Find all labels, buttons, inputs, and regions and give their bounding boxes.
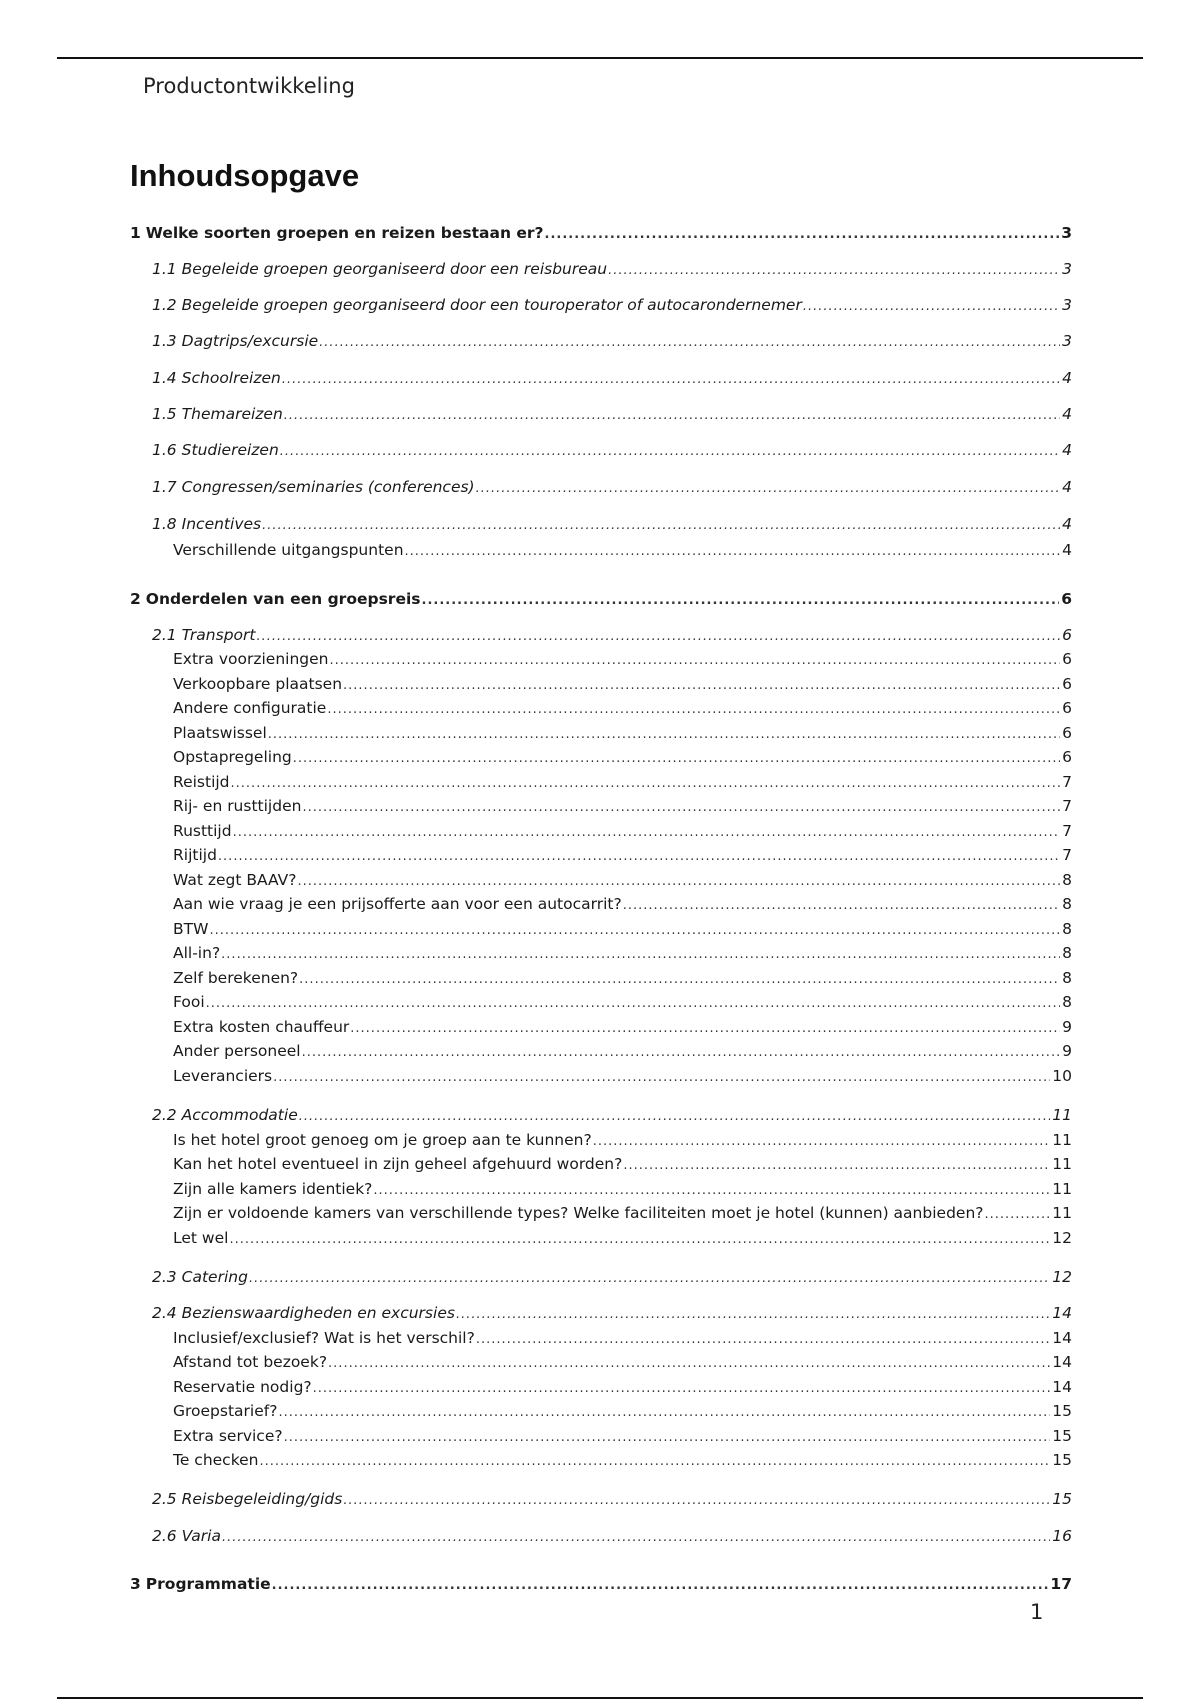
toc-entry-number: 2.2 xyxy=(152,1106,177,1124)
toc-entry-page: 4 xyxy=(1062,515,1072,533)
dot-leader xyxy=(422,590,1060,612)
toc-entry-label: Transport xyxy=(181,626,256,644)
toc-entry-label: Wat zegt BAAV? xyxy=(173,871,297,889)
toc-entry-page: 8 xyxy=(1062,920,1072,938)
toc-entry[interactable] xyxy=(130,1376,1072,1398)
toc-entry-label: All-in? xyxy=(173,944,221,962)
toc-entry-page: 4 xyxy=(1062,541,1072,559)
dot-leader xyxy=(319,332,1060,354)
toc-entry-label: Verschillende uitgangspunten xyxy=(173,541,404,559)
toc-entry[interactable] xyxy=(130,539,1072,561)
toc-entry-label: Groepstarief? xyxy=(173,1402,278,1420)
toc-entry-page: 4 xyxy=(1062,405,1072,423)
dot-leader xyxy=(231,773,1061,795)
dot-leader xyxy=(256,626,1060,648)
toc-entry[interactable] xyxy=(130,513,1072,535)
toc-entry-number: 1.5 xyxy=(152,405,177,423)
dot-leader xyxy=(218,846,1060,868)
toc-entry[interactable] xyxy=(130,1573,1072,1595)
toc-entry-page: 14 xyxy=(1052,1304,1072,1322)
running-header: Productontwikkeling xyxy=(143,74,355,98)
toc-entry[interactable] xyxy=(130,1227,1072,1249)
toc-entry-label: Zijn er voldoende kamers van verschillende types? Welke faciliteiten moet je hotel (kunnen) aanbieden? xyxy=(173,1204,984,1222)
dot-leader xyxy=(280,441,1060,463)
toc-entry-label: Reistijd xyxy=(173,773,230,791)
toc-entry-page: 6 xyxy=(1062,699,1072,717)
toc-entry[interactable] xyxy=(130,1202,1072,1224)
toc-entry[interactable] xyxy=(130,844,1072,866)
toc-entry-page: 4 xyxy=(1062,478,1072,496)
toc-entry-page: 6 xyxy=(1062,626,1072,644)
toc-entry-label: Onderdelen van een groepsreis xyxy=(145,590,421,608)
toc-entry-page: 4 xyxy=(1062,369,1072,387)
toc-entry[interactable] xyxy=(130,1488,1072,1510)
toc-entry-number: 2 xyxy=(130,590,141,608)
toc-entry-page: 6 xyxy=(1062,748,1072,766)
toc-entry-label: Studiereizen xyxy=(181,441,279,459)
dot-leader xyxy=(545,224,1060,246)
toc-entry[interactable] xyxy=(130,403,1072,425)
toc-entry[interactable] xyxy=(130,795,1072,817)
toc-entry-label: Bezienswaardigheden en excursies xyxy=(181,1304,455,1322)
dot-leader xyxy=(299,1106,1051,1128)
toc-entry-page: 15 xyxy=(1052,1402,1072,1420)
toc-entry-label: Catering xyxy=(181,1268,248,1286)
toc-entry[interactable] xyxy=(130,820,1072,842)
toc-entry-label: Zijn alle kamers identiek? xyxy=(173,1180,373,1198)
toc-entry[interactable] xyxy=(130,222,1072,244)
header-rule xyxy=(57,57,1143,59)
toc-entry[interactable] xyxy=(130,1302,1072,1324)
dot-leader xyxy=(476,478,1061,500)
dot-leader xyxy=(262,515,1060,537)
toc-entry-label: Programmatie xyxy=(145,1575,271,1593)
toc-entry-page: 3 xyxy=(1062,332,1072,350)
toc-entry-label: Verkoopbare plaatsen xyxy=(173,675,343,693)
toc-entry[interactable] xyxy=(130,1129,1072,1151)
dot-leader xyxy=(328,1353,1050,1375)
toc-entry[interactable] xyxy=(130,722,1072,744)
toc-entry-page: 8 xyxy=(1062,944,1072,962)
dot-leader xyxy=(249,1268,1050,1290)
toc-entry[interactable] xyxy=(130,746,1072,768)
toc-entry-page: 6 xyxy=(1061,590,1072,608)
toc-entry-page: 11 xyxy=(1052,1155,1072,1173)
toc-entry[interactable] xyxy=(130,1351,1072,1373)
toc-entry-label: Extra voorzieningen xyxy=(173,650,329,668)
toc-entry-page: 11 xyxy=(1052,1180,1072,1198)
toc-entry-page: 14 xyxy=(1052,1329,1072,1347)
toc-entry[interactable] xyxy=(130,1178,1072,1200)
toc-entry[interactable] xyxy=(130,967,1072,989)
toc-entry-page: 9 xyxy=(1062,1018,1072,1036)
dot-leader xyxy=(282,369,1060,391)
dot-leader xyxy=(297,871,1060,893)
toc-entry-page: 4 xyxy=(1062,441,1072,459)
toc-entry[interactable] xyxy=(130,918,1072,940)
toc-entry-number: 3 xyxy=(130,1575,141,1593)
toc-entry[interactable] xyxy=(130,1425,1072,1447)
toc-entry-number: 2.5 xyxy=(152,1490,177,1508)
toc-entry-page: 3 xyxy=(1061,224,1072,242)
toc-entry-page: 15 xyxy=(1052,1427,1072,1445)
toc-entry-number: 1.4 xyxy=(152,369,177,387)
dot-leader xyxy=(302,797,1060,819)
dot-leader xyxy=(293,748,1060,770)
toc-entry[interactable] xyxy=(130,869,1072,891)
toc-entry[interactable] xyxy=(130,1449,1072,1471)
toc-entry-label: Kan het hotel eventueel in zijn geheel afgehuurd worden? xyxy=(173,1155,623,1173)
dot-leader xyxy=(260,1451,1051,1473)
dot-leader xyxy=(373,1180,1050,1202)
toc-entry-page: 7 xyxy=(1062,797,1072,815)
toc-entry-page: 6 xyxy=(1062,650,1072,668)
toc-entry-number: 2.6 xyxy=(152,1527,177,1545)
toc-entry-page: 11 xyxy=(1052,1204,1072,1222)
dot-leader xyxy=(593,1131,1051,1153)
toc-entry-label: Extra kosten chauffeur xyxy=(173,1018,350,1036)
toc-entry-number: 2.4 xyxy=(152,1304,177,1322)
toc-entry[interactable] xyxy=(130,258,1072,280)
toc-entry-page: 9 xyxy=(1062,1042,1072,1060)
toc-entry[interactable] xyxy=(130,648,1072,670)
page-number: 1 xyxy=(1030,1600,1044,1624)
dot-leader xyxy=(985,1204,1051,1226)
dot-leader xyxy=(284,405,1060,427)
toc-entry-page: 6 xyxy=(1062,724,1072,742)
toc-entry[interactable] xyxy=(130,588,1072,610)
toc-entry-page: 8 xyxy=(1062,993,1072,1011)
toc-entry-page: 10 xyxy=(1052,1067,1072,1085)
toc-entry-page: 3 xyxy=(1062,260,1072,278)
toc-entry-label: Aan wie vraag je een prijsofferte aan voor een autocarrit? xyxy=(173,895,622,913)
toc-entry[interactable] xyxy=(130,1153,1072,1175)
toc-entry-page: 8 xyxy=(1062,871,1072,889)
toc-entry[interactable] xyxy=(130,697,1072,719)
dot-leader xyxy=(476,1329,1050,1351)
dot-leader xyxy=(350,1018,1060,1040)
toc-entry[interactable] xyxy=(130,1016,1072,1038)
dot-leader xyxy=(623,1155,1050,1177)
toc-entry[interactable] xyxy=(130,1104,1072,1126)
dot-leader xyxy=(229,1229,1050,1251)
dot-leader xyxy=(268,724,1060,746)
toc-entry-label: Inclusief/exclusief? Wat is het verschil? xyxy=(173,1329,475,1347)
toc-entry-label: Rusttijd xyxy=(173,822,232,840)
toc-entry-label: Welke soorten groepen en reizen bestaan er? xyxy=(145,224,544,242)
dot-leader xyxy=(343,1490,1050,1512)
toc-entry-page: 15 xyxy=(1052,1451,1072,1469)
toc-entry-label: BTW xyxy=(173,920,209,938)
toc-entry[interactable] xyxy=(130,330,1072,352)
toc-entry-label: Te checken xyxy=(173,1451,259,1469)
toc-entry-page: 15 xyxy=(1052,1490,1072,1508)
toc-entry-label: Congressen/seminaries (conferences) xyxy=(181,478,475,496)
dot-leader xyxy=(299,969,1060,991)
toc-entry-label: Leveranciers xyxy=(173,1067,273,1085)
dot-leader xyxy=(209,920,1060,942)
toc-entry-page: 11 xyxy=(1052,1106,1072,1124)
dot-leader xyxy=(623,895,1060,917)
toc-entry-label: Rij- en rusttijden xyxy=(173,797,302,815)
toc-entry[interactable] xyxy=(130,893,1072,915)
toc-entry-page: 6 xyxy=(1062,675,1072,693)
toc-entry-page: 8 xyxy=(1062,895,1072,913)
dot-leader xyxy=(302,1042,1061,1064)
toc-entry-page: 16 xyxy=(1052,1527,1072,1545)
toc-entry[interactable] xyxy=(130,1040,1072,1062)
toc-entry-label: Reisbegeleiding/gids xyxy=(181,1490,343,1508)
toc-entry-page: 7 xyxy=(1062,846,1072,864)
toc-entry[interactable] xyxy=(130,367,1072,389)
toc-entry-page: 17 xyxy=(1050,1575,1072,1593)
toc-title: Inhoudsopgave xyxy=(130,158,360,193)
toc-entry-page: 14 xyxy=(1052,1353,1072,1371)
toc-entry-label: Dagtrips/excursie xyxy=(181,332,319,350)
toc-entry-label: Afstand tot bezoek? xyxy=(173,1353,328,1371)
toc-entry-label: Varia xyxy=(181,1527,221,1545)
toc-entry-label: Zelf berekenen? xyxy=(173,969,299,987)
toc-entry[interactable] xyxy=(130,673,1072,695)
footer-rule xyxy=(57,1697,1143,1699)
dot-leader xyxy=(221,944,1060,966)
toc-entry-label: Is het hotel groot genoeg om je groep aan te kunnen? xyxy=(173,1131,592,1149)
toc-entry-label: Andere configuratie xyxy=(173,699,327,717)
toc-entry-number: 1.8 xyxy=(152,515,177,533)
toc-entry-label: Rijtijd xyxy=(173,846,217,864)
toc-entry[interactable] xyxy=(130,1525,1072,1547)
toc-entry-number: 1.1 xyxy=(152,260,177,278)
toc-entry[interactable] xyxy=(130,1065,1072,1087)
dot-leader xyxy=(272,1575,1049,1597)
toc-entry[interactable] xyxy=(130,991,1072,1013)
dot-leader xyxy=(273,1067,1050,1089)
toc-entry-page: 12 xyxy=(1052,1229,1072,1247)
dot-leader xyxy=(278,1402,1050,1424)
toc-entry-label: Plaatswissel xyxy=(173,724,267,742)
toc-entry-label: Let wel xyxy=(173,1229,229,1247)
toc-entry-label: Begeleide groepen georganiseerd door een touroperator of autocarondernemer xyxy=(181,296,802,314)
toc-entry[interactable] xyxy=(130,624,1072,646)
dot-leader xyxy=(233,822,1061,844)
toc-entry-number: 1.3 xyxy=(152,332,177,350)
toc-entry-label: Reservatie nodig? xyxy=(173,1378,312,1396)
toc-entry[interactable] xyxy=(130,1266,1072,1288)
toc-entry-page: 8 xyxy=(1062,969,1072,987)
toc-entry-number: 1.7 xyxy=(152,478,177,496)
toc-entry-page: 3 xyxy=(1062,296,1072,314)
toc-entry[interactable] xyxy=(130,1400,1072,1422)
dot-leader xyxy=(608,260,1060,282)
toc-entry-page: 7 xyxy=(1062,773,1072,791)
dot-leader xyxy=(327,699,1060,721)
toc-entry-number: 1 xyxy=(130,224,141,242)
dot-leader xyxy=(222,1527,1050,1549)
toc-entry[interactable] xyxy=(130,476,1072,498)
toc-entry-number: 2.1 xyxy=(152,626,177,644)
dot-leader xyxy=(456,1304,1050,1326)
toc-entry-page: 14 xyxy=(1052,1378,1072,1396)
toc-entry-label: Fooi xyxy=(173,993,205,1011)
toc-entry-number: 1.2 xyxy=(152,296,177,314)
dot-leader xyxy=(329,650,1060,672)
toc-entry-label: Opstapregeling xyxy=(173,748,292,766)
toc-entry-label: Incentives xyxy=(181,515,262,533)
toc-entry-label: Begeleide groepen georganiseerd door een reisbureau xyxy=(181,260,608,278)
dot-leader xyxy=(313,1378,1051,1400)
toc-entry[interactable] xyxy=(130,942,1072,964)
toc-entry-number: 1.6 xyxy=(152,441,177,459)
toc-entry-number: 2.3 xyxy=(152,1268,177,1286)
toc-entry[interactable] xyxy=(130,294,1072,316)
toc-entry-label: Accommodatie xyxy=(181,1106,298,1124)
toc-entry-page: 12 xyxy=(1052,1268,1072,1286)
toc-entry-label: Ander personeel xyxy=(173,1042,301,1060)
toc-entry-label: Themareizen xyxy=(181,405,283,423)
toc-entry[interactable] xyxy=(130,439,1072,461)
toc-entry-page: 11 xyxy=(1052,1131,1072,1149)
toc-entry[interactable] xyxy=(130,1327,1072,1349)
dot-leader xyxy=(803,296,1060,318)
dot-leader xyxy=(206,993,1060,1015)
toc-entry[interactable] xyxy=(130,771,1072,793)
dot-leader xyxy=(405,541,1061,563)
dot-leader xyxy=(284,1427,1051,1449)
toc-entry-page: 7 xyxy=(1062,822,1072,840)
toc-entry-label: Schoolreizen xyxy=(181,369,281,387)
dot-leader xyxy=(343,675,1060,697)
toc-entry-label: Extra service? xyxy=(173,1427,283,1445)
